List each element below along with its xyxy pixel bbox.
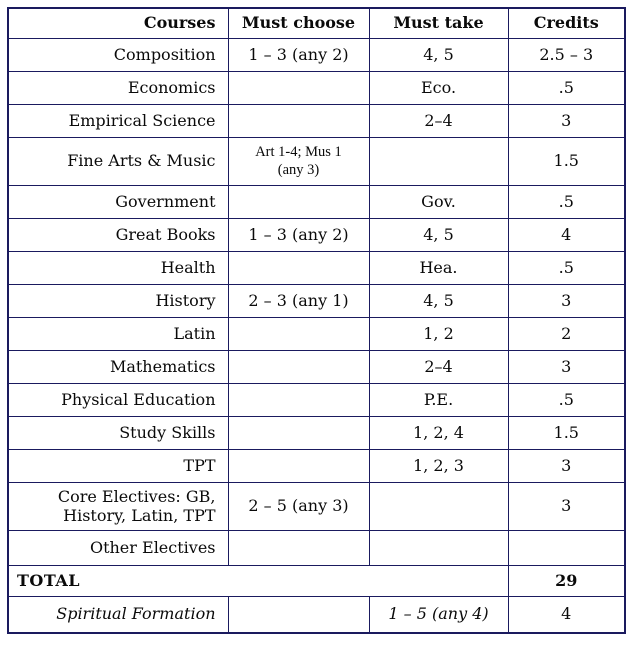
must-take-cell: 4, 5 xyxy=(369,284,508,317)
course-cell: Government xyxy=(8,185,228,218)
header-must-take: Must take xyxy=(369,8,508,38)
must-choose-cell xyxy=(228,104,369,137)
must-choose-cell xyxy=(228,416,369,449)
must-take-cell xyxy=(369,482,508,530)
must-take-cell: 1, 2 xyxy=(369,317,508,350)
table-row-composition xyxy=(8,38,625,71)
course-cell: Study Skills xyxy=(8,416,228,449)
table-row-study-skills xyxy=(8,416,625,449)
must-take-cell: Hea. xyxy=(369,251,508,284)
total-row xyxy=(8,565,625,596)
must-choose-cell: 1 – 3 (any 2) xyxy=(228,218,369,251)
must-take-cell: P.E. xyxy=(369,383,508,416)
must-choose-cell xyxy=(228,185,369,218)
must-take-cell: 1, 2, 3 xyxy=(369,449,508,482)
credits-cell: .5 xyxy=(508,185,625,218)
course-credits-table xyxy=(7,7,626,634)
course-cell: Composition xyxy=(8,38,228,71)
must-choose-cell xyxy=(228,251,369,284)
credits-cell: 1.5 xyxy=(508,416,625,449)
table-row-government xyxy=(8,185,625,218)
table-row-latin xyxy=(8,317,625,350)
must-choose-cell: 2 – 5 (any 3) xyxy=(228,482,369,530)
table-row-fine-arts-music xyxy=(8,137,625,185)
course-cell: Great Books xyxy=(8,218,228,251)
must-choose-cell xyxy=(228,350,369,383)
course-cell: Fine Arts & Music xyxy=(8,137,228,185)
table-row-health xyxy=(8,251,625,284)
must-take-cell: 2–4 xyxy=(369,350,508,383)
credits-cell: 4 xyxy=(508,218,625,251)
credits-cell: 3 xyxy=(508,350,625,383)
must-take-cell: 4, 5 xyxy=(369,38,508,71)
must-take-cell xyxy=(369,137,508,185)
table-row-empirical-science xyxy=(8,104,625,137)
credits-cell: 2.5 – 3 xyxy=(508,38,625,71)
credits-cell: 3 xyxy=(508,449,625,482)
credits-cell: .5 xyxy=(508,251,625,284)
course-line1: Core Electives: GB, xyxy=(57,487,216,506)
table-row-great-books xyxy=(8,218,625,251)
credits-cell: 1.5 xyxy=(508,137,625,185)
must-choose-cell xyxy=(228,596,369,633)
total-label: TOTAL xyxy=(8,565,508,596)
course-cell: Spiritual Formation xyxy=(8,596,228,633)
course-line2: History, Latin, TPT xyxy=(63,506,216,525)
header-row xyxy=(8,8,625,38)
credits-cell: 3 xyxy=(508,284,625,317)
course-cell: Latin xyxy=(8,317,228,350)
table-row-mathematics xyxy=(8,350,625,383)
course-cell: Health xyxy=(8,251,228,284)
credits-cell: .5 xyxy=(508,71,625,104)
credits-cell: .5 xyxy=(508,383,625,416)
must-take-cell: 2–4 xyxy=(369,104,508,137)
table-row-other-electives xyxy=(8,530,625,565)
must-choose-cell xyxy=(228,449,369,482)
course-cell: Physical Education xyxy=(8,383,228,416)
credits-cell: 3 xyxy=(508,482,625,530)
total-credits: 29 xyxy=(508,565,625,596)
must-choose-cell: 2 – 3 (any 1) xyxy=(228,284,369,317)
must-take-cell xyxy=(369,530,508,565)
must-choose-cell xyxy=(228,383,369,416)
must-choose-line2: (any 3) xyxy=(277,162,320,178)
course-cell: History xyxy=(8,284,228,317)
must-choose-line1: Art 1-4; Mus 1 xyxy=(255,144,342,160)
must-choose-cell: 1 – 3 (any 2) xyxy=(228,38,369,71)
table-row-history xyxy=(8,284,625,317)
course-cell: Mathematics xyxy=(8,350,228,383)
table-row-core-electives xyxy=(8,482,625,530)
credits-cell: 4 xyxy=(508,596,625,633)
credits-cell xyxy=(508,530,625,565)
must-take-cell: 4, 5 xyxy=(369,218,508,251)
must-take-cell: 1, 2, 4 xyxy=(369,416,508,449)
must-take-cell: Eco. xyxy=(369,71,508,104)
table-row-physical-education xyxy=(8,383,625,416)
must-choose-cell xyxy=(228,71,369,104)
must-choose-cell xyxy=(228,530,369,565)
credits-cell: 2 xyxy=(508,317,625,350)
must-take-cell: 1 – 5 (any 4) xyxy=(369,596,508,633)
header-courses: Courses xyxy=(8,8,228,38)
must-choose-cell xyxy=(228,137,369,185)
course-cell: Empirical Science xyxy=(8,104,228,137)
must-choose-cell xyxy=(228,317,369,350)
credits-cell: 3 xyxy=(508,104,625,137)
must-take-cell: Gov. xyxy=(369,185,508,218)
course-cell xyxy=(8,482,228,530)
header-credits: Credits xyxy=(508,8,625,38)
course-cell: Other Electives xyxy=(8,530,228,565)
table-row-tpt xyxy=(8,449,625,482)
table-row-spiritual-formation xyxy=(8,596,625,633)
table-row-economics xyxy=(8,71,625,104)
header-must-choose: Must choose xyxy=(228,8,369,38)
course-cell: Economics xyxy=(8,71,228,104)
course-cell: TPT xyxy=(8,449,228,482)
